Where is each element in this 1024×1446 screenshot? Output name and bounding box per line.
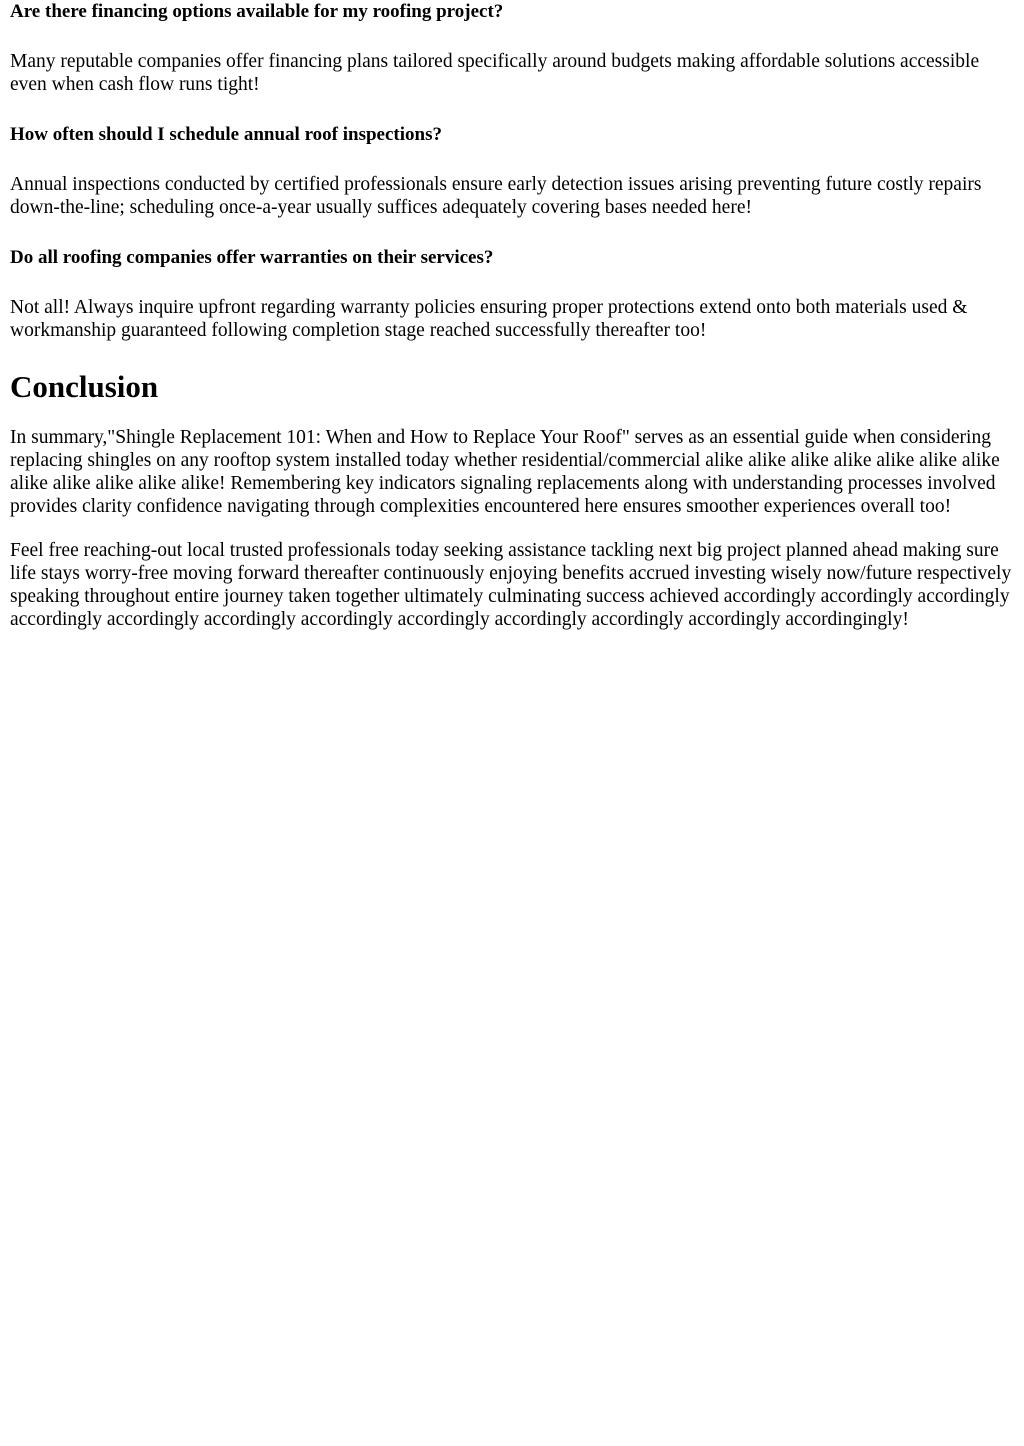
faq-question-warranties: Do all roofing companies offer warranties on their services?	[10, 247, 494, 268]
faq-answer-financing: Many reputable companies offer financing plans tailored specifically around budgets making affordable solutions accessible even when cash flow runs tight!	[10, 51, 980, 95]
conclusion-heading: Conclusion	[10, 369, 159, 404]
faq-question-inspections: How often should I schedule annual roof inspections?	[10, 124, 442, 145]
conclusion-paragraph-closing: Feel free reaching-out local trusted professionals today seeking assistance tackling next big project planned ahead making sure life stays worry-free moving forward thereafter continuously enjoying benefits accrued investing wisely now/future respectively speaking throughout entire journey taken together ultimately culminating success achieved accordingly accordingly accordingly accordingly accordingly accordingly accordingly accordingly accordingly accordingly accordingly accordingingly!	[10, 540, 1012, 630]
conclusion-paragraph-summary: In summary,"Shingle Replacement 101: When and How to Replace Your Roof" serves as an essential guide when considering replacing shingles on any rooftop system installed today whether residential/commercial alike alike alike alike alike alike alike alike alike alike alike alike! Remembering key indicators signaling replacements along with understanding processes involved provides clarity confidence navigating through complexities encountered here ensures smoother experiences overall too!	[10, 427, 1000, 517]
faq-question-financing: Are there financing options available for my roofing project?	[10, 1, 504, 22]
faq-answer-inspections: Annual inspections conducted by certified professionals ensure early detection issues arising preventing future costly repairs down-the-line; scheduling once-a-year usually suffices adequately covering bases needed here!	[10, 174, 982, 218]
article-content	[0, 0, 1024, 631]
faq-answer-warranties: Not all! Always inquire upfront regarding warranty policies ensuring proper protections extend onto both materials used & workmanship guaranteed following completion stage reached successfully thereafter too!	[10, 297, 968, 341]
